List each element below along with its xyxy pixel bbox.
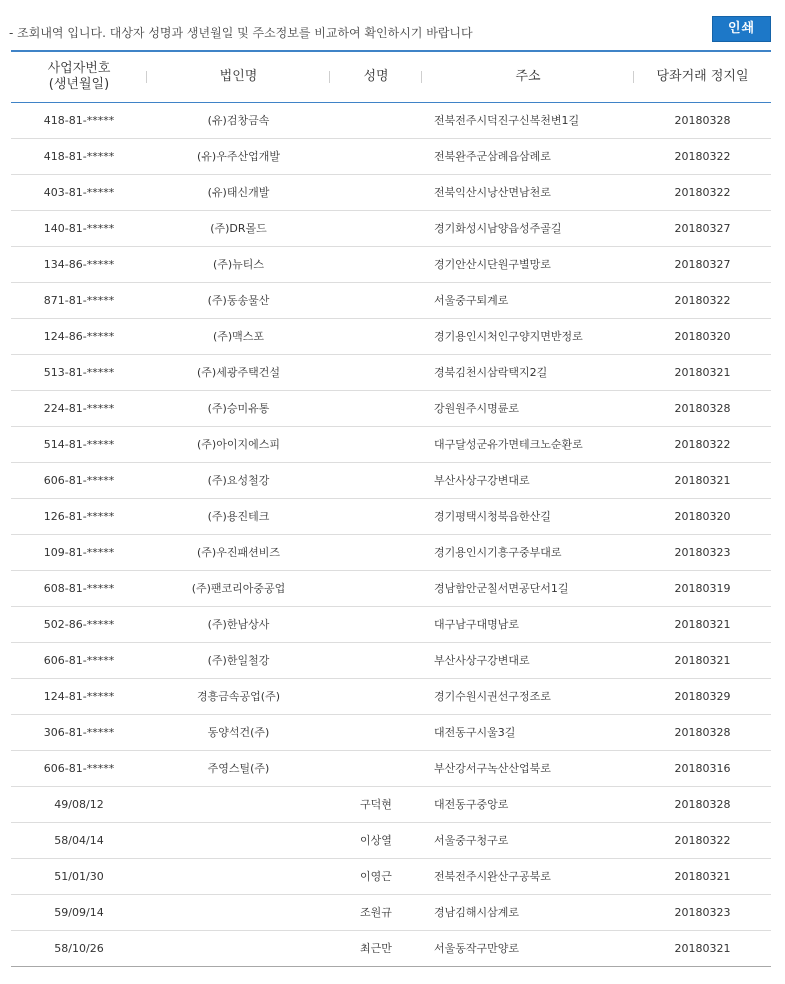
cell-address: 전북완주군삼례읍삼례로	[422, 138, 634, 174]
table-row	[11, 894, 771, 930]
cell-address: 부산강서구녹산산업북로	[422, 750, 634, 786]
cell-bizno: 418-81-*****	[11, 138, 147, 174]
table-row	[11, 246, 771, 282]
cell-stop-date: 20180321	[634, 606, 771, 642]
cell-stop-date: 20180320	[634, 318, 771, 354]
cell-name	[330, 210, 422, 246]
cell-stop-date: 20180323	[634, 534, 771, 570]
table-row	[11, 390, 771, 426]
cell-stop-date: 20180327	[634, 210, 771, 246]
cell-bizno: 606-81-*****	[11, 642, 147, 678]
cell-name: 조원규	[330, 894, 422, 930]
cell-corp: (주)세광주택건설	[147, 354, 330, 390]
cell-stop-date: 20180321	[634, 858, 771, 894]
table-row	[11, 102, 771, 138]
cell-name: 최근만	[330, 930, 422, 966]
cell-bizno: 134-86-*****	[11, 246, 147, 282]
table-body	[11, 102, 771, 966]
cell-address: 서울중구퇴계로	[422, 282, 634, 318]
cell-bizno: 871-81-*****	[11, 282, 147, 318]
cell-corp: (주)뉴티스	[147, 246, 330, 282]
cell-bizno: 126-81-*****	[11, 498, 147, 534]
cell-address: 경기평택시청북읍한산길	[422, 498, 634, 534]
cell-stop-date: 20180329	[634, 678, 771, 714]
cell-bizno: 513-81-*****	[11, 354, 147, 390]
cell-name: 이상열	[330, 822, 422, 858]
cell-name	[330, 138, 422, 174]
cell-name	[330, 714, 422, 750]
cell-address: 경기수원시권선구정조로	[422, 678, 634, 714]
table-row	[11, 606, 771, 642]
table-row	[11, 570, 771, 606]
cell-stop-date: 20180322	[634, 174, 771, 210]
cell-corp	[147, 894, 330, 930]
cell-address: 경남김해시삼계로	[422, 894, 634, 930]
cell-corp: (주)아이지에스피	[147, 426, 330, 462]
table-row	[11, 174, 771, 210]
cell-stop-date: 20180322	[634, 822, 771, 858]
cell-stop-date: 20180322	[634, 282, 771, 318]
cell-corp: 동양석건(주)	[147, 714, 330, 750]
cell-name	[330, 642, 422, 678]
cell-name	[330, 426, 422, 462]
header-name: 성명	[330, 51, 422, 102]
cell-stop-date: 20180320	[634, 498, 771, 534]
cell-name: 이영근	[330, 858, 422, 894]
cell-name	[330, 462, 422, 498]
cell-bizno: 606-81-*****	[11, 462, 147, 498]
table-row	[11, 138, 771, 174]
table-row	[11, 714, 771, 750]
cell-corp: (주)요성철강	[147, 462, 330, 498]
table-row	[11, 534, 771, 570]
table-row	[11, 642, 771, 678]
cell-bizno: 140-81-*****	[11, 210, 147, 246]
cell-name	[330, 318, 422, 354]
cell-name	[330, 498, 422, 534]
cell-bizno: 51/01/30	[11, 858, 147, 894]
cell-stop-date: 20180323	[634, 894, 771, 930]
cell-stop-date: 20180328	[634, 390, 771, 426]
cell-corp: (유)검창금속	[147, 102, 330, 138]
cell-bizno: 306-81-*****	[11, 714, 147, 750]
cell-bizno: 403-81-*****	[11, 174, 147, 210]
cell-corp: (유)우주산업개발	[147, 138, 330, 174]
cell-corp: 주영스틸(주)	[147, 750, 330, 786]
header-bizno-line2: (생년월일)	[48, 76, 110, 92]
cell-stop-date: 20180319	[634, 570, 771, 606]
cell-name	[330, 534, 422, 570]
cell-stop-date: 20180322	[634, 138, 771, 174]
cell-name: 구덕현	[330, 786, 422, 822]
table-row	[11, 786, 771, 822]
cell-bizno: 514-81-*****	[11, 426, 147, 462]
cell-corp: 경흥금속공업(주)	[147, 678, 330, 714]
print-button[interactable]: 인쇄	[712, 16, 771, 42]
cell-corp: (주)한남상사	[147, 606, 330, 642]
cell-address: 전북전주시완산구공북로	[422, 858, 634, 894]
cell-corp: (유)태신개발	[147, 174, 330, 210]
table-row	[11, 282, 771, 318]
cell-corp	[147, 930, 330, 966]
cell-stop-date: 20180321	[634, 930, 771, 966]
cell-name	[330, 606, 422, 642]
cell-name	[330, 570, 422, 606]
result-table-container	[11, 50, 771, 967]
cell-corp	[147, 822, 330, 858]
notice-text: - 조회내역 입니다. 대상자 성명과 생년월일 및 주소정보를 비교하여 확인하시기 바랍니다	[9, 26, 473, 40]
cell-name	[330, 678, 422, 714]
cell-address: 강원원주시명륜로	[422, 390, 634, 426]
table-header-row	[11, 51, 771, 102]
cell-address: 경기안산시단원구별망로	[422, 246, 634, 282]
cell-address: 서울중구청구로	[422, 822, 634, 858]
cell-corp: (주)DR몰드	[147, 210, 330, 246]
table-row	[11, 318, 771, 354]
cell-name	[330, 750, 422, 786]
cell-name	[330, 174, 422, 210]
cell-address: 경북김천시삼락택지2길	[422, 354, 634, 390]
table-row	[11, 678, 771, 714]
cell-bizno: 124-86-*****	[11, 318, 147, 354]
cell-address: 대전동구중앙로	[422, 786, 634, 822]
table-row	[11, 750, 771, 786]
cell-address: 경기용인시기흥구중부대로	[422, 534, 634, 570]
header-address: 주소	[422, 51, 634, 102]
cell-address: 대구남구대명남로	[422, 606, 634, 642]
cell-stop-date: 20180316	[634, 750, 771, 786]
cell-corp: (주)승미유통	[147, 390, 330, 426]
cell-bizno: 502-86-*****	[11, 606, 147, 642]
cell-corp: (주)우진패션비즈	[147, 534, 330, 570]
cell-corp	[147, 858, 330, 894]
table-row	[11, 930, 771, 966]
cell-name	[330, 390, 422, 426]
cell-name	[330, 282, 422, 318]
cell-corp: (주)팬코리아중공업	[147, 570, 330, 606]
cell-corp: (주)동송물산	[147, 282, 330, 318]
cell-bizno: 224-81-*****	[11, 390, 147, 426]
cell-name	[330, 354, 422, 390]
table-row	[11, 354, 771, 390]
cell-stop-date: 20180321	[634, 354, 771, 390]
table-row	[11, 498, 771, 534]
cell-address: 전북전주시덕진구신복천변1길	[422, 102, 634, 138]
cell-stop-date: 20180328	[634, 714, 771, 750]
header-bizno	[11, 51, 147, 102]
cell-address: 전북익산시낭산면남천로	[422, 174, 634, 210]
cell-corp	[147, 786, 330, 822]
cell-address: 부산사상구강변대로	[422, 462, 634, 498]
cell-bizno: 124-81-*****	[11, 678, 147, 714]
cell-corp: (주)한일철강	[147, 642, 330, 678]
cell-address: 부산사상구강변대로	[422, 642, 634, 678]
cell-bizno: 606-81-*****	[11, 750, 147, 786]
cell-address: 경기용인시처인구양지면반정로	[422, 318, 634, 354]
table-row	[11, 210, 771, 246]
result-table	[11, 50, 771, 967]
table-row	[11, 462, 771, 498]
cell-address: 대전동구시울3길	[422, 714, 634, 750]
cell-address: 경남함안군칠서면공단서1길	[422, 570, 634, 606]
cell-stop-date: 20180321	[634, 642, 771, 678]
cell-bizno: 608-81-*****	[11, 570, 147, 606]
cell-address: 대구달성군유가면테크노순환로	[422, 426, 634, 462]
table-row	[11, 858, 771, 894]
cell-stop-date: 20180328	[634, 786, 771, 822]
header-bizno-line1: 사업자번호	[47, 60, 111, 76]
cell-bizno: 58/04/14	[11, 822, 147, 858]
cell-address: 서울동작구만양로	[422, 930, 634, 966]
cell-bizno: 109-81-*****	[11, 534, 147, 570]
header-stop-date: 당좌거래 정지일	[634, 51, 771, 102]
cell-bizno: 49/08/12	[11, 786, 147, 822]
cell-stop-date: 20180322	[634, 426, 771, 462]
cell-stop-date: 20180327	[634, 246, 771, 282]
table-row	[11, 426, 771, 462]
cell-name	[330, 246, 422, 282]
cell-bizno: 418-81-*****	[11, 102, 147, 138]
cell-stop-date: 20180321	[634, 462, 771, 498]
cell-corp: (주)맥스포	[147, 318, 330, 354]
cell-bizno: 58/10/26	[11, 930, 147, 966]
cell-name	[330, 102, 422, 138]
table-row	[11, 822, 771, 858]
header-corp: 법인명	[147, 51, 330, 102]
cell-address: 경기화성시남양읍성주골길	[422, 210, 634, 246]
cell-bizno: 59/09/14	[11, 894, 147, 930]
cell-stop-date: 20180328	[634, 102, 771, 138]
cell-corp: (주)용진테크	[147, 498, 330, 534]
